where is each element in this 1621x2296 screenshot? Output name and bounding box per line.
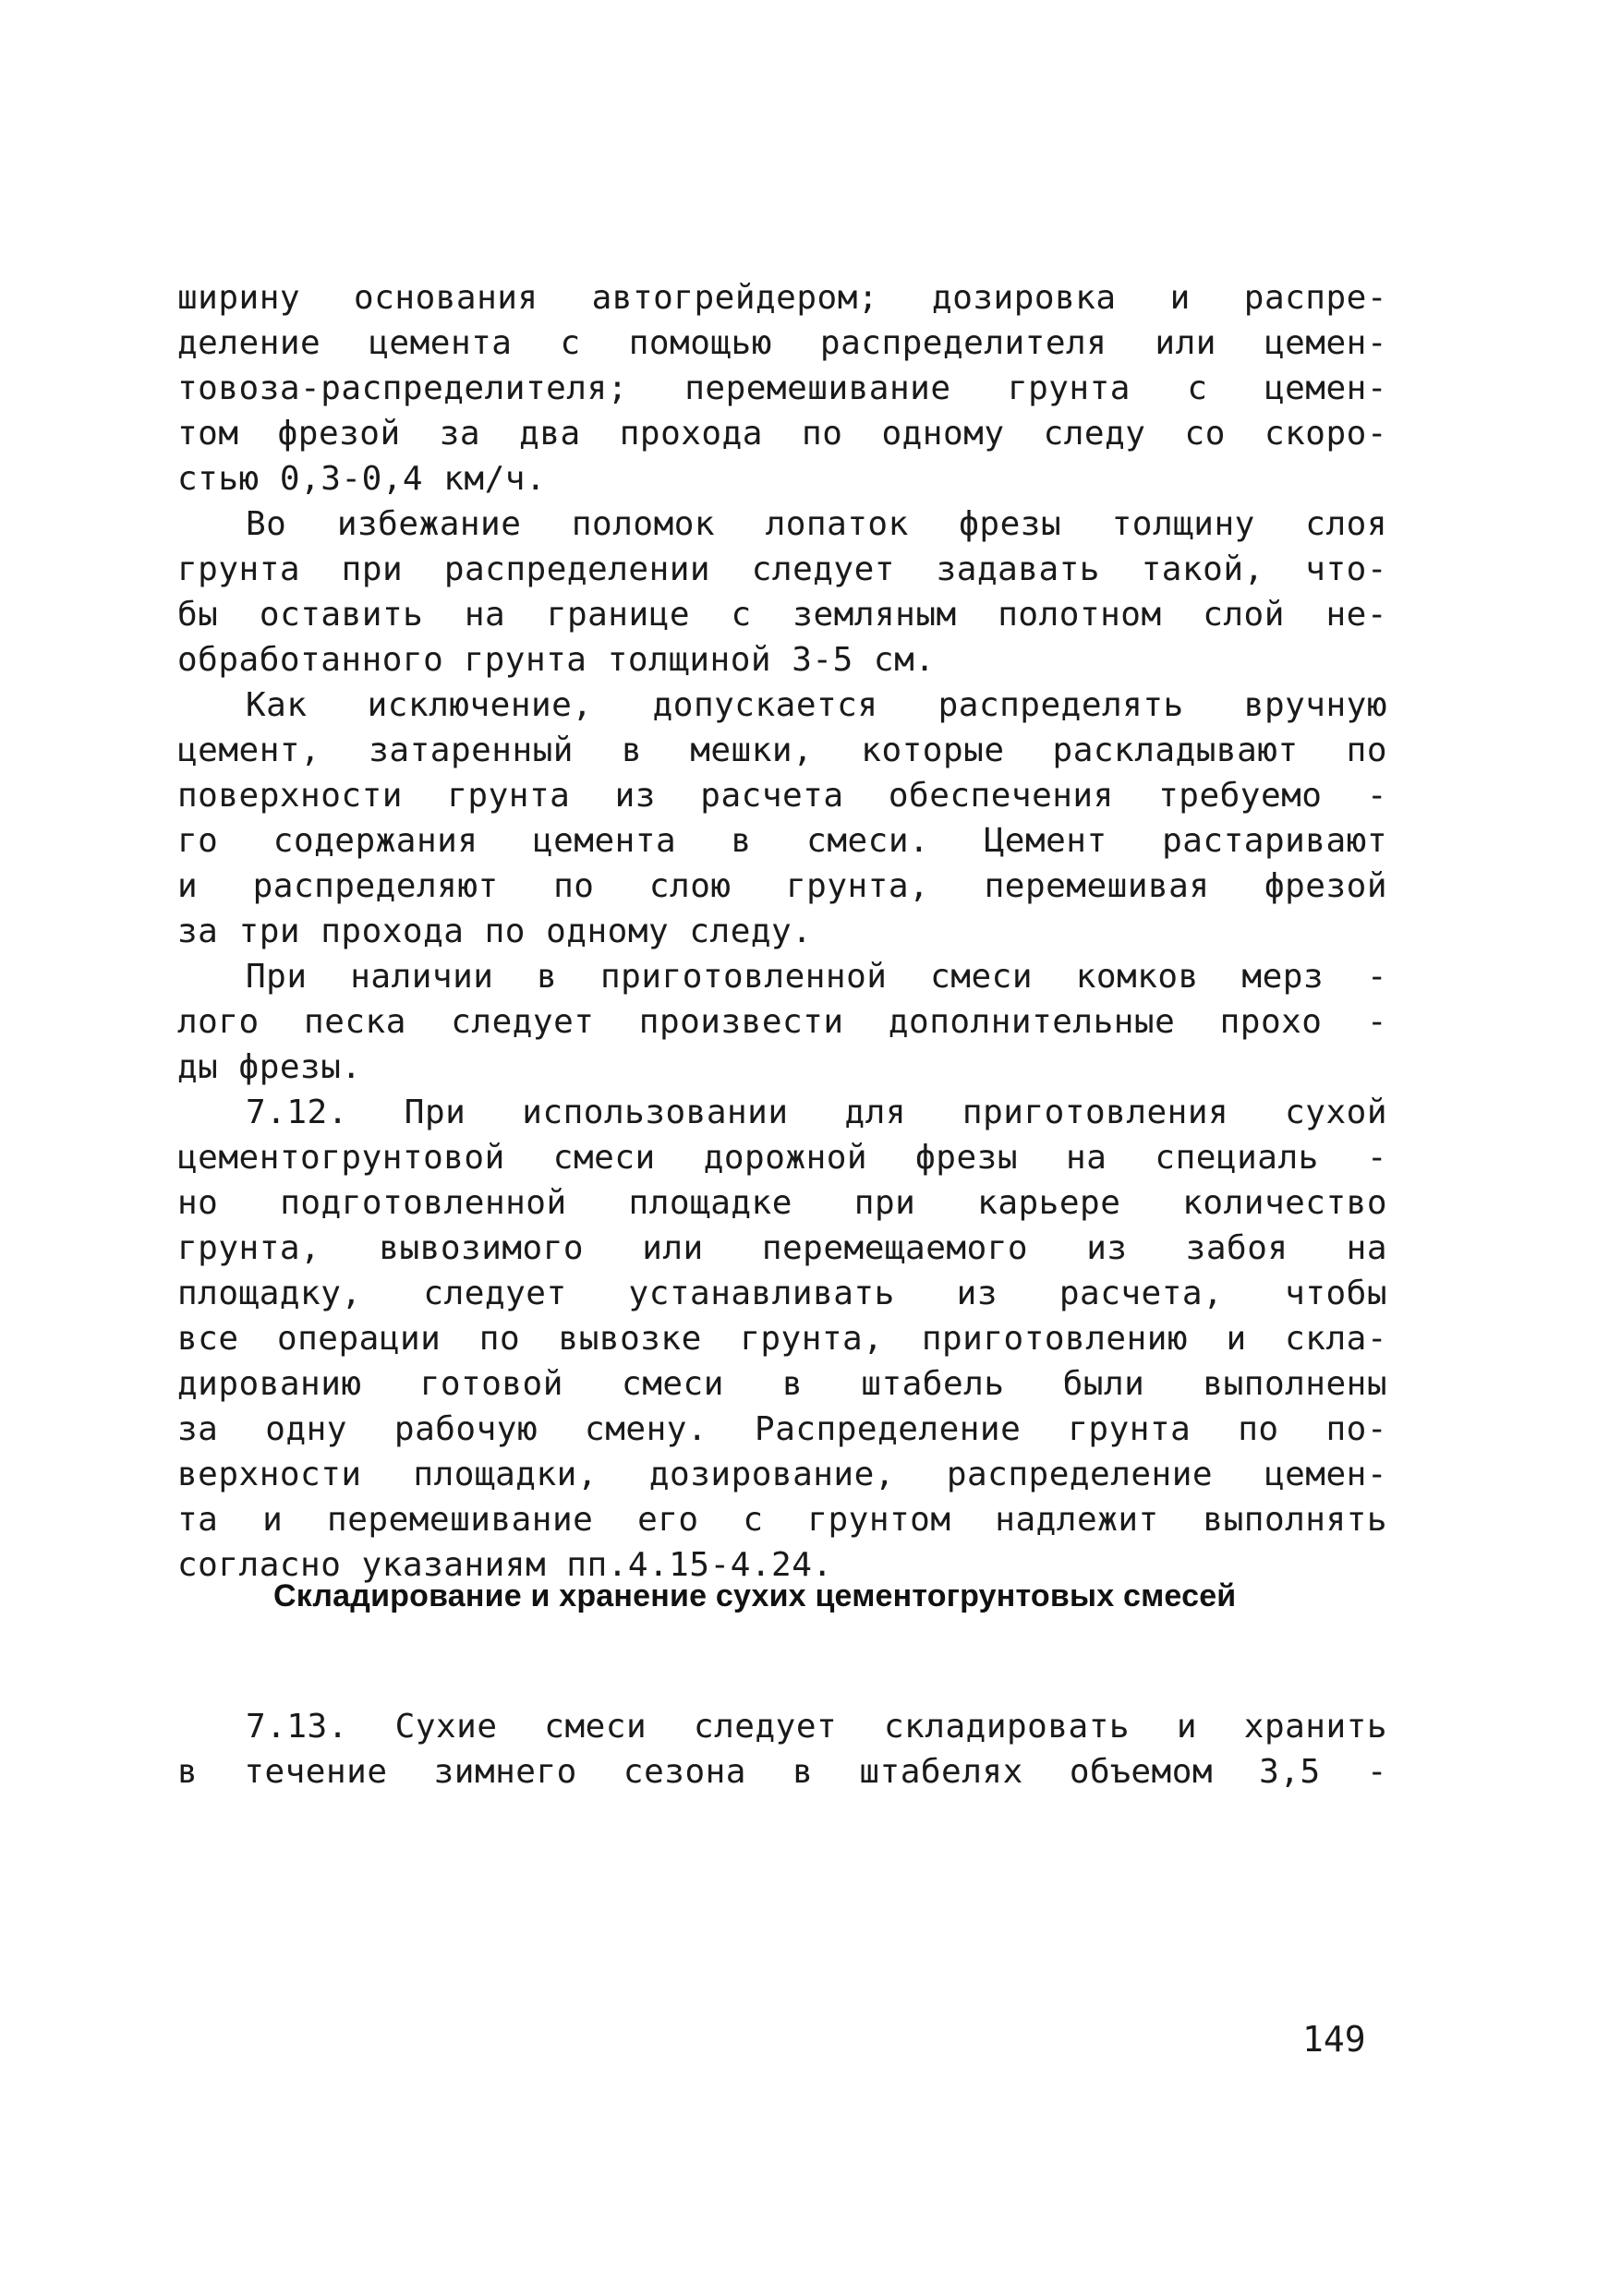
text-line: все операции по вывозке грунта, приготовлению и скла- — [177, 1320, 1387, 1358]
paragraph — [177, 501, 1387, 683]
text-line: При наличии в приготовленной смеси комков мерз - — [246, 958, 1387, 996]
paragraph — [177, 1090, 1387, 1588]
text-line: цементогрунтовой смеси дорожной фрезы на специаль - — [177, 1139, 1387, 1177]
text-line: но подготовленной площадке при карьере количество — [177, 1184, 1387, 1222]
text-line: 7.13. Сухие смеси следует складировать и хранить — [246, 1708, 1387, 1746]
text-line: за одну рабочую смену. Распределение грунта по по- — [177, 1410, 1387, 1448]
text-line: цемент, затаренный в мешки, которые раскладывают по — [177, 731, 1387, 769]
text-line: лого песка следует произвести дополнительные прохо - — [177, 1003, 1387, 1041]
text-line: ширину основания автогрейдером; дозировка и распре- — [177, 279, 1387, 317]
text-line: 7.12. При использовании для приготовления сухой — [246, 1094, 1387, 1131]
text-line: том фрезой за два прохода по одному следу со скоро- — [177, 415, 1387, 453]
text-line: стью 0,3-0,4 км/ч. — [177, 460, 547, 498]
paragraph — [177, 275, 1387, 501]
text-line: ды фрезы. — [177, 1048, 362, 1086]
paragraph — [177, 1704, 1387, 1795]
text-line: го содержания цемента в смеси. Цемент растаривают — [177, 822, 1387, 860]
text-line: согласно указаниям пп.4.15-4.24. — [177, 1546, 833, 1584]
paragraph — [177, 683, 1387, 954]
text-line: бы оставить на границе с земляным полотном слой не- — [177, 596, 1387, 634]
text-line: та и перемешивание его с грунтом надлежит выполнять — [177, 1501, 1387, 1539]
section-heading: Складирование и хранение сухих цементогрунтовых смесей — [273, 1578, 1237, 1613]
text-line: деление цемента с помощью распределителя или цемен- — [177, 324, 1387, 362]
text-line: Как исключение, допускается распределять вручную — [246, 686, 1387, 724]
text-line: площадку, следует устанавливать из расчета, чтобы — [177, 1275, 1387, 1312]
page-number: 149 — [1302, 2019, 1366, 2060]
text-line: и распределяют по слою грунта, перемешивая фрезой — [177, 867, 1387, 905]
text-line: товоза-распределителя; перемешивание грунта с цемен- — [177, 369, 1387, 407]
text-line: грунта, вывозимого или перемещаемого из забоя на — [177, 1229, 1387, 1267]
text-line: за три прохода по одному следу. — [177, 912, 813, 950]
paragraph — [177, 954, 1387, 1090]
text-line: дированию готовой смеси в штабель были выполнены — [177, 1365, 1387, 1403]
text-line: грунта при распределении следует задавать такой, что- — [177, 550, 1387, 588]
text-line: обработанного грунта толщиной 3-5 см. — [177, 641, 936, 679]
text-line: Во избежание поломок лопаток фрезы толщину слоя — [246, 505, 1387, 543]
text-line: верхности площадки, дозирование, распределение цемен- — [177, 1456, 1387, 1493]
text-line: в течение зимнего сезона в штабелях объемом 3,5 - — [177, 1753, 1387, 1791]
text-line: поверхности грунта из расчета обеспечения требуемо - — [177, 777, 1387, 815]
section-body-text — [177, 1704, 1387, 1795]
body-text — [177, 275, 1387, 1588]
